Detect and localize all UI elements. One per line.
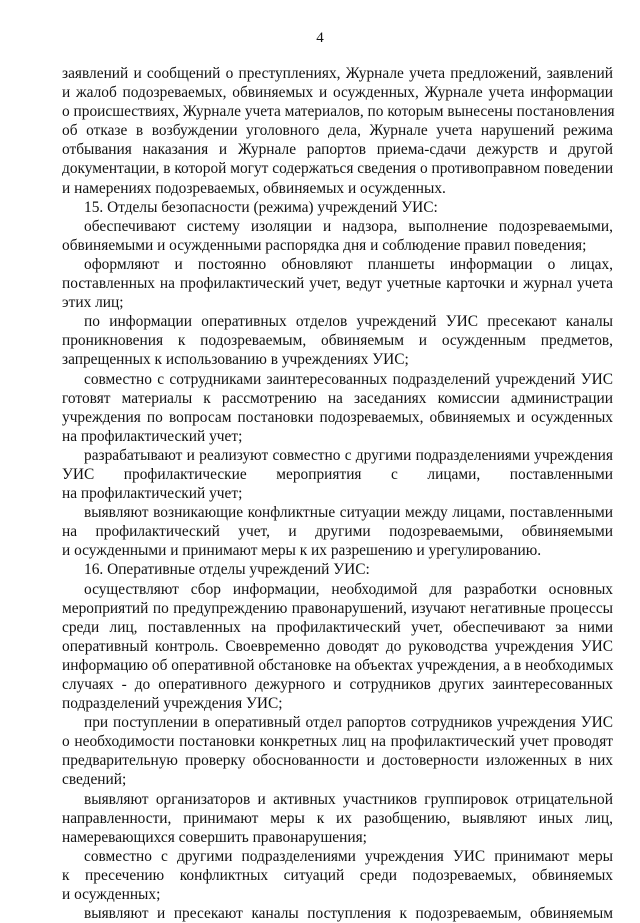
text-line: среди лиц, поставленных на профилактический учет, обеспечивают за ними (62, 618, 613, 636)
text-line: информацию об оперативной обстановке на объектах учреждения, а в необходимых (62, 656, 614, 674)
text-line: оформляют и постоянно обновляют планшеты информации о лицах, (84, 255, 613, 273)
paragraph (62, 370, 613, 446)
paragraph (62, 904, 613, 923)
text-line: выявляют организаторов и активных участников группировок отрицательной (84, 790, 613, 808)
text-line: 15. Отделы безопасности (режима) учреждений УИС: (84, 198, 438, 216)
text-line: этих лиц; (62, 294, 124, 312)
text-line: разрабатывают и реализуют совместно с другими подразделениями учреждения (84, 446, 613, 464)
paragraph (62, 847, 613, 904)
text-line: намеревающихся совершить правонарушения; (62, 828, 367, 846)
page-number: 4 (316, 30, 324, 46)
text-line: оперативный контроль. Своевременно доводят до руководства учреждения УИС (62, 637, 613, 655)
text-line: выявляют и пресекают каналы поступления к подозреваемым, обвиняемым (84, 905, 613, 923)
paragraph (62, 790, 613, 847)
text-line: об отказе в возбуждении уголовного дела, Журнале учета нарушений режима (62, 122, 613, 140)
paragraph (62, 255, 613, 312)
paragraph (62, 446, 613, 503)
text-line: совместно с другими подразделениями учреждения УИС принимают меры (84, 847, 613, 865)
paragraph (62, 217, 613, 255)
paragraph (62, 713, 613, 789)
text-line: выявляют возникающие конфликтные ситуации между лицами, поставленными (84, 504, 613, 522)
document-body (62, 64, 613, 923)
text-line: готовят материалы к рассмотрению на заседаниях комиссии администрации (62, 389, 613, 407)
text-line: и жалоб подозреваемых, обвиняемых и осужденных, Журнале учета информации (62, 84, 613, 102)
text-line: проникновения к подозреваемым, обвиняемым и осужденным предметов, (62, 332, 613, 350)
paragraph (62, 503, 613, 560)
text-line: к пресечению конфликтных ситуаций среди подозреваемых, обвиняемых (62, 866, 613, 884)
paragraph (62, 312, 613, 369)
text-line: подразделений учреждения УИС; (62, 695, 283, 713)
text-line: по информации оперативных отделов учреждений УИС пресекают каналы (84, 313, 613, 331)
text-line: совместно с сотрудниками заинтересованных подразделений учреждений УИС (84, 370, 613, 388)
text-line: направленности, принимают меры к их разобщению, выявляют иных лиц, (62, 809, 613, 827)
paragraph (62, 64, 613, 198)
text-line: на профилактический учет; (62, 427, 243, 445)
text-line: на профилактический учет, и другими подозреваемыми, обвиняемыми (62, 523, 613, 541)
paragraph (62, 580, 613, 714)
text-line: заявлений и сообщений о преступлениях, Журнале учета предложений, заявлений (62, 65, 613, 82)
text-line: мероприятий по предупреждению правонарушений, изучают негативные процессы (62, 599, 613, 617)
text-line: о необходимости постановки конкретных лиц на профилактический учет проводят (62, 733, 613, 751)
text-line: и намерениях подозреваемых, обвиняемых и осужденных. (62, 179, 446, 197)
text-line: обеспечивают систему изоляции и надзора, выполнение подозреваемыми, (84, 217, 613, 235)
text-line: обвиняемыми и осужденными распорядка дня и соблюдение правил поведения; (62, 236, 587, 254)
text-line: предварительную проверку обоснованности и достоверности изложенных в них (62, 752, 613, 770)
paragraph (62, 560, 613, 579)
text-line: сведений; (62, 771, 127, 789)
text-line: при поступлении в оперативный отдел рапортов сотрудников учреждения УИС (84, 714, 613, 732)
text-line: документации, в которой могут содержаться сведения о противоправном поведении (62, 160, 614, 178)
text-line: учреждения по вопросам постановки подозреваемых, обвиняемых и осужденных (62, 408, 613, 426)
text-line: о происшествиях, Журнале учета материалов, по которым вынесены постановления (62, 103, 615, 121)
text-line: 16. Оперативные отделы учреждений УИС: (84, 561, 370, 579)
text-line: запрещенных к использованию в учреждениях УИС; (62, 351, 409, 369)
text-line: осуществляют сбор информации, необходимой для разработки основных (84, 580, 613, 598)
text-line: на профилактический учет; (62, 485, 243, 503)
text-line: и осужденных; (62, 886, 161, 904)
text-line: УИС профилактические мероприятия с лицами, поставленными (62, 465, 613, 483)
text-line: поставленных на профилактический учет, ведут учетные карточки и журнал учета (62, 275, 613, 293)
text-line: и осужденными и принимают меры к их разрешению и урегулированию. (62, 542, 542, 560)
paragraph (62, 198, 613, 217)
text-line: случаях - до оперативного дежурного и сотрудников других заинтересованных (62, 676, 613, 693)
text-line: отбывания наказания и Журнале рапортов приема-сдачи дежурств и другой (62, 141, 613, 159)
